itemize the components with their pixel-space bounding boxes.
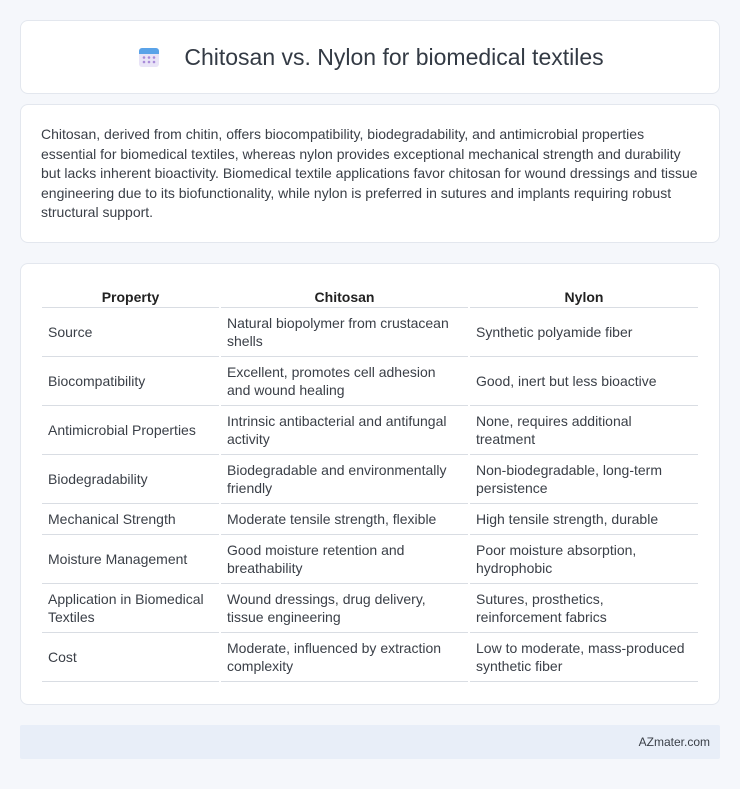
nylon-cell: Non-biodegradable, long-term persistence (470, 455, 698, 504)
table-header-row (42, 284, 698, 308)
property-cell: Source (42, 308, 219, 357)
page-title: Chitosan vs. Nylon for biomedical textiles (184, 43, 604, 70)
table-row (42, 406, 698, 455)
nylon-cell: High tensile strength, durable (470, 504, 698, 535)
property-cell: Moisture Management (42, 535, 219, 584)
nylon-cell: Good, inert but less bioactive (470, 357, 698, 406)
property-cell: Biodegradability (42, 455, 219, 504)
footer-bar (20, 725, 720, 759)
property-cell: Cost (42, 633, 219, 682)
intro-paragraph: Chitosan, derived from chitin, offers biocompatibility, biodegradability, and antimicrobial properties essential for biomedical textiles, whereas nylon provides exceptional mechanical strength and durability but lacks inherent bioactivity. Biomedical textile applications favor chitosan for wound dressings and tissue engineering due to its biofunctionality, while nylon is preferred in sutures and implants requiring robust structural support. (41, 126, 698, 220)
calendar-icon (136, 44, 162, 70)
chitosan-cell: Biodegradable and environmentally friendly (221, 455, 468, 504)
chitosan-cell: Moderate, influenced by extraction complexity (221, 633, 468, 682)
table-row (42, 584, 698, 633)
table-row (42, 633, 698, 682)
title-card (20, 20, 720, 94)
nylon-cell: Poor moisture absorption, hydrophobic (470, 535, 698, 584)
property-cell: Biocompatibility (42, 357, 219, 406)
property-cell: Mechanical Strength (42, 504, 219, 535)
chitosan-cell: Excellent, promotes cell adhesion and wound healing (221, 357, 468, 406)
nylon-cell: Synthetic polyamide fiber (470, 308, 698, 357)
table-row (42, 455, 698, 504)
intro-card (20, 104, 720, 243)
header-chitosan: Chitosan (221, 284, 468, 308)
chitosan-cell: Wound dressings, drug delivery, tissue engineering (221, 584, 468, 633)
table-row (42, 504, 698, 535)
property-cell: Application in Biomedical Textiles (42, 584, 219, 633)
table-row (42, 308, 698, 357)
chitosan-cell: Good moisture retention and breathability (221, 535, 468, 584)
nylon-cell: None, requires additional treatment (470, 406, 698, 455)
comparison-card (20, 263, 720, 705)
property-cell: Antimicrobial Properties (42, 406, 219, 455)
table-row (42, 535, 698, 584)
chitosan-cell: Intrinsic antibacterial and antifungal activity (221, 406, 468, 455)
nylon-cell: Sutures, prosthetics, reinforcement fabrics (470, 584, 698, 633)
header-property: Property (42, 284, 219, 308)
header-nylon: Nylon (470, 284, 698, 308)
nylon-cell: Low to moderate, mass-produced synthetic fiber (470, 633, 698, 682)
footer-brand: AZmater.com (638, 735, 710, 749)
table-row (42, 357, 698, 406)
chitosan-cell: Natural biopolymer from crustacean shells (221, 308, 468, 357)
comparison-table (40, 284, 700, 682)
chitosan-cell: Moderate tensile strength, flexible (221, 504, 468, 535)
